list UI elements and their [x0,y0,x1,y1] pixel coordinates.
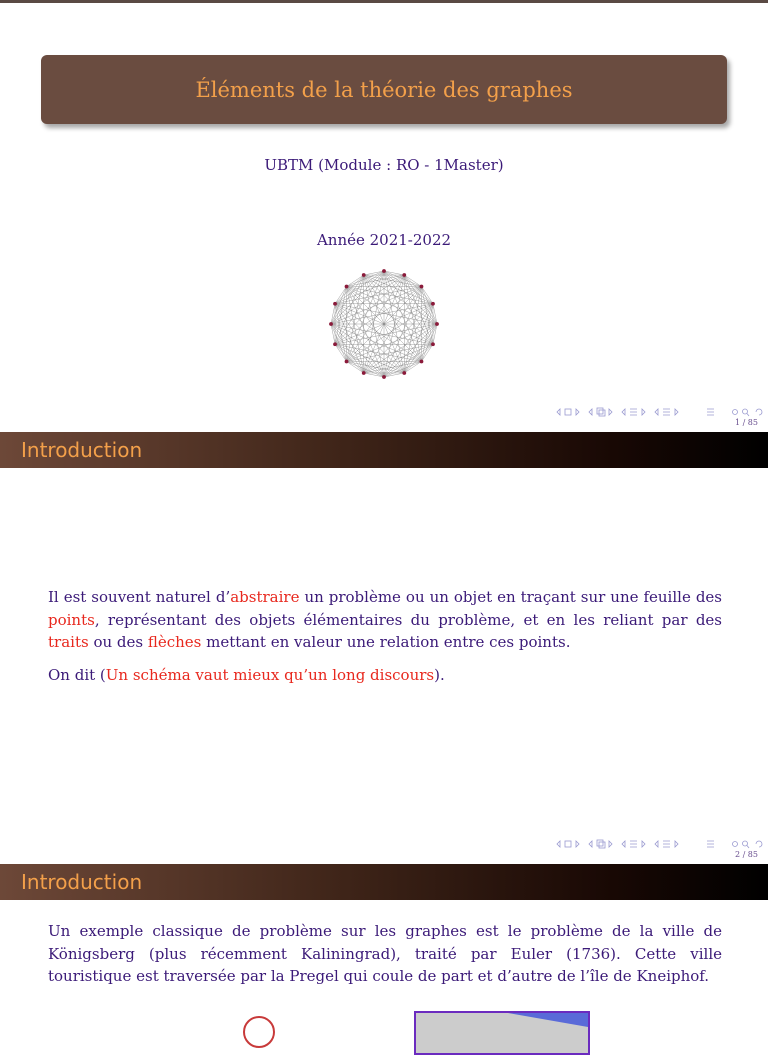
text-run: , représentant des objets élémentaires du problème, et en les reliant par des [94,610,722,629]
presentation-title: Éléments de la théorie des graphes [195,77,573,102]
navigation-icons[interactable] [555,406,765,418]
beamer-navigation-bar[interactable] [555,838,765,852]
year-line: Année 2021-2022 [316,231,452,249]
graph-node [435,322,439,326]
beamer-navigation-bar[interactable] [555,406,765,420]
graph-node [420,360,424,364]
frame-title: Introduction [21,870,143,894]
graph-node [420,285,424,289]
page-number: 1 / 85 [734,418,758,427]
intro-paragraph [48,586,722,654]
text-run: un problème ou un objet en traçant sur une feuille des [299,588,722,606]
text-run: ). [434,666,445,684]
graph-node [382,269,386,273]
text-run: Il est souvent naturel d’ [48,588,231,606]
text-run: ou des [88,633,148,651]
graph-node [345,285,349,289]
figure-map-box [414,1011,590,1055]
highlight-points: points [48,610,95,629]
highlight-quote: Un schéma vaut mieux qu’un long discours [105,666,435,684]
graph-node [402,371,406,375]
highlight-abstraire: abstraire [230,588,300,606]
graph-node [345,360,349,364]
title-banner [41,55,727,124]
graph-node [362,273,366,277]
figure-circle [243,1016,275,1048]
graph-node [402,273,406,277]
frame-header [0,432,768,468]
text-run: mettant en valeur une relation entre ces points. [201,633,571,651]
highlight-fleches: flèches [147,633,202,651]
graph-node [431,302,435,306]
quote-paragraph [48,664,722,687]
graph-node [333,342,337,346]
graph-node [333,302,337,306]
text-run: On dit ( [48,666,106,684]
graph-node [431,342,435,346]
frame-header [0,864,768,900]
frame-title: Introduction [21,438,143,462]
graph-node [329,322,333,326]
graph-node [362,371,366,375]
author-line: UBTM (Module : RO - 1Master) [264,156,504,174]
highlight-traits: traits [48,633,89,651]
complete-graph-illustration [326,266,442,382]
page-number: 2 / 85 [734,850,758,859]
konigsberg-paragraph: Un exemple classique de problème sur les graphes est le problème de la ville de Königsberg (plus récemment Kaliningrad), traité par Euler (1736). Cette ville touristique est traversée par la Pregel qui coule de part et d’autre de l’île de Kneiphof. [48,922,722,985]
top-rule [0,0,768,3]
figure-river-shape [508,1013,588,1027]
navigation-icons[interactable] [555,838,765,850]
graph-node [382,375,386,379]
